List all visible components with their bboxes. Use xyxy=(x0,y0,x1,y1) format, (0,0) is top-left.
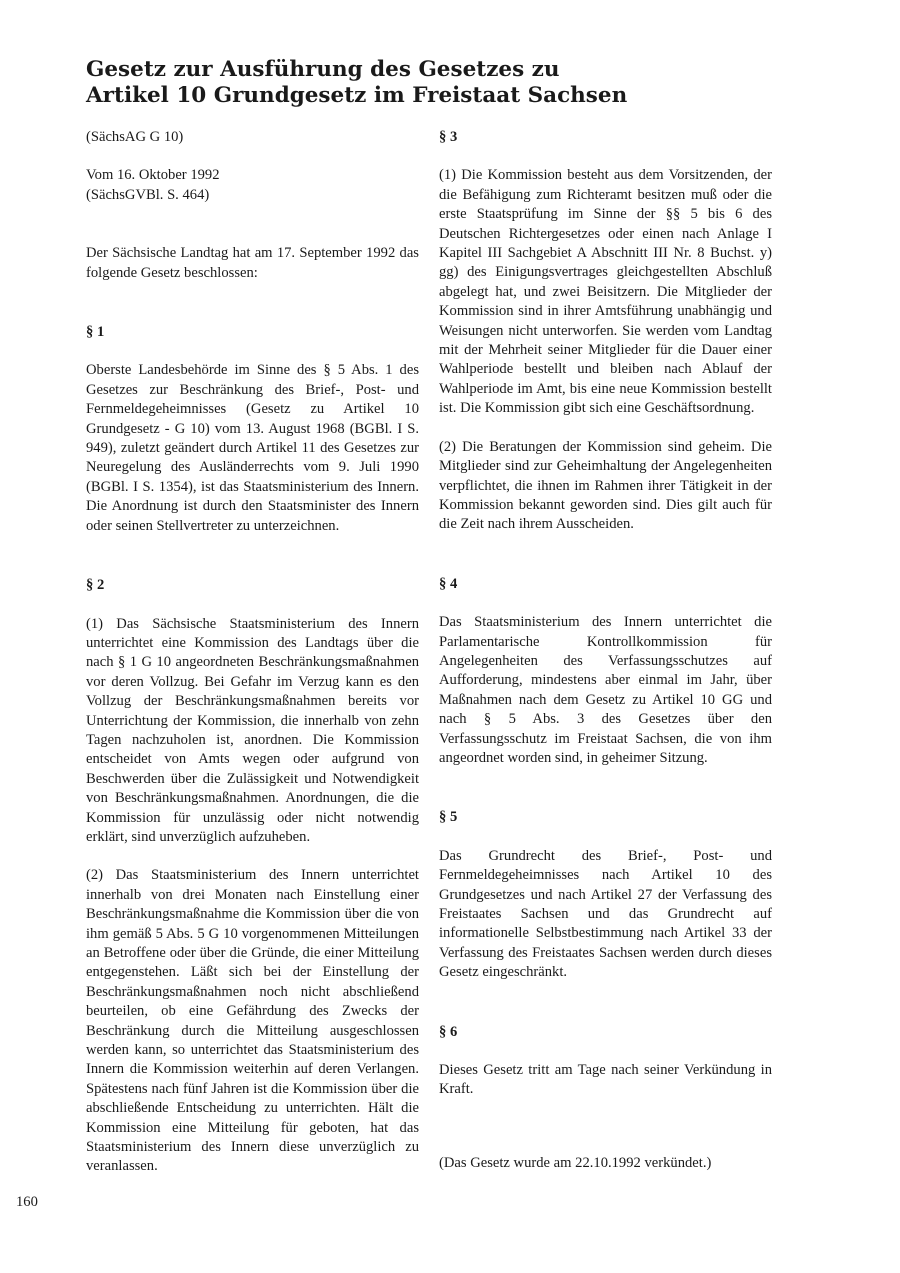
section-5-text: Das Grundrecht des Brief-, Post- und Fernmeldegeheimnisses nach Artikel 10 des Grundgesetzes und nach Artikel 27 der Verfassung des Freistaates Sachsen und das Grundrecht auf informationelle Selbstbestimmung nach Artikel 33 der Verfassung des Freistaates Sachsen werden durch dieses Gesetz eingeschränkt. xyxy=(439,847,772,981)
law-date: Vom 16. Oktober 1992 xyxy=(86,167,220,184)
preamble: Der Sächsische Landtag hat am 17. September 1992 das folgende Gesetz beschlossen: xyxy=(86,245,419,281)
page-number: 160 xyxy=(16,1194,38,1210)
section-5-heading: § 5 xyxy=(439,809,458,826)
law-abbreviation: (SächsAG G 10) xyxy=(86,129,184,145)
section-3-heading: § 3 xyxy=(439,129,458,145)
document-title xyxy=(86,57,846,109)
section-1-heading: § 1 xyxy=(86,324,105,341)
title-line-1: Gesetz zur Ausführung des Gesetzes zu xyxy=(86,57,560,82)
promulgation-note: (Das Gesetz wurde am 22.10.1992 verkündet.) xyxy=(439,1154,712,1171)
right-column xyxy=(439,128,772,1173)
section-2-heading: § 2 xyxy=(86,577,105,594)
law-publication: (SächsGVBl. S. 464) xyxy=(86,186,210,203)
section-1-text: Oberste Landesbehörde im Sinne des § 5 Abs. 1 des Gesetzes zur Beschränkung des Brief-, Post- und Fernmeldegeheimnisses (Gesetz zu Artikel 10 Grundgesetz - G 10) vom 13. August 1968 (BGBl. I S. 949), zuletzt geändert durch Artikel 11 des Gesetzes zur Neuregelung des Ausländerrechts vom 9. Juli 1990 (BGBl. I S. 1354), ist das Staatsministerium des Innern. Die Anordnung ist durch den Staatsminister des Innern oder seinen Stellvertreter zu unterzeichnen. xyxy=(86,362,419,534)
title-line-2: Artikel 10 Grundgesetz im Freistaat Sachsen xyxy=(86,83,628,108)
section-2-paragraph-1: (1) Das Sächsische Staatsministerium des Innern unterrichtet eine Kommission des Landtags über die nach § 1 G 10 angeordneten Beschränkungsmaßnahmen vor deren Vollzug. Bei Gefahr im Verzug kann es den Vollzug der Beschränkungsmaßnahmen bereits vor Unterrichtung der Kommission, die innerhalb von zehn Tagen nachzuholen ist, anordnen. Die Kommission entscheidet von Amts wegen oder aufgrund von Beschwerden über die Zulässigkeit und Notwendigkeit von Beschränkungsmaßnahmen. Anordnungen, die die Kommission für unzulässig oder nicht notwendig erklärt, sind unverzüglich aufzuheben. xyxy=(86,615,419,845)
section-2-paragraph-2: (2) Das Staatsministerium des Innern unterrichtet innerhalb von drei Monaten nach Einstellung einer Beschränkungsmaßnahme die Kommission über die von ihm gemäß 5 Abs. 5 G 10 vorgenommenen Mitteilungen an Betroffene oder über die Gründe, die einer Mitteilung entgegenstehen. Läßt sich bei der Einstellung der Beschränkungsmaßnahmen noch nicht abschließend beurteilen, ob eine Gefährdung des Zwecks der Beschränkung durch die Mitteilung ausgeschlossen werden kann, so unterrichtet das Staatsministerium des Innern die Kommission weiterhin auf deren Verlangen. Spätestens nach fünf Jahren ist die Kommission über die abschließende Entscheidung zu unterrichten. Hält die Kommission eine Mitteilung für geboten, hat das Staatsministerium des Innern diese unverzüglich zu veranlassen. xyxy=(86,867,419,1175)
left-column xyxy=(86,128,419,1177)
section-3-paragraph-1: (1) Die Kommission besteht aus dem Vorsitzenden, der die Befähigung zum Richteramt besitzen muß oder die erste Staatsprüfung im Sinne der §§ 5 bis 6 des Deutschen Richtergesetzes oder einen nach Anlage I Kapitel III Sachgebiet A Abschnitt III Nr. 8 Buchst. y) gg) des Einigungsvertrages gleichgestellten Abschluß abgelegt hat, und zwei Beisitzern. Die Mitglieder der Kommission sind in ihrer Amtsführung unabhängig und Weisungen nicht unterworfen. Sie werden vom Landtag mit der Mehrheit seiner Mitglieder für die Dauer einer Wahlperiode bestellt und bleiben nach Ablauf der Wahlperiode im Amt, bis eine neue Kommission bestellt ist. Die Kommission gibt sich eine Geschäftsordnung. xyxy=(439,167,772,417)
section-3-paragraph-2: (2) Die Beratungen der Kommission sind geheim. Die Mitglieder sind zur Geheimhaltung der Angelegenheiten verpflichtet, die ihnen im Rahmen ihrer Tätigkeit in der Kommission bekannt geworden sind. Dies gilt auch für die Zeit nach ihrem Ausscheiden. xyxy=(439,438,772,533)
section-6-heading: § 6 xyxy=(439,1023,458,1040)
section-4-heading: § 4 xyxy=(439,575,458,592)
section-6-text: Dieses Gesetz tritt am Tage nach seiner Verkündung in Kraft. xyxy=(439,1062,772,1098)
section-4-text: Das Staatsministerium des Innern unterrichtet die Parlamentarische Kontrollkommission für Angelegenheiten des Verfassungsschutzes auf Aufforderung, mindestens aber einmal im Jahr, über Maßnahmen nach dem Gesetz zu Artikel 10 GG und nach § 5 Abs. 3 des Gesetzes über den Verfassungsschutz im Freistaat Sachsen, die von ihm angeordnet worden sind, in geheimer Sitzung. xyxy=(439,614,772,766)
